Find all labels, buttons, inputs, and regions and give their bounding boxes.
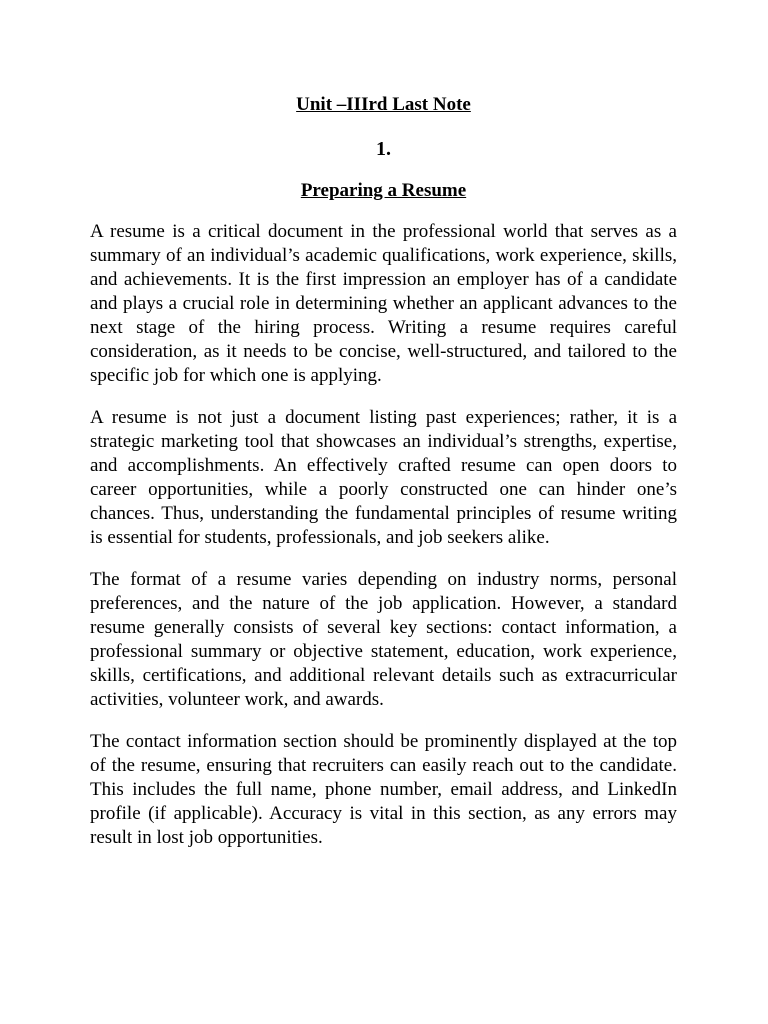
unit-title: Unit –IIIrd Last Note [296, 94, 471, 115]
section-heading: Preparing a Resume [300, 180, 467, 201]
paragraph: A resume is a critical document in the professional world that serves as a summary of an individual’s academic qualifications, work experience, skills, and achievements. It is the first impression an employer has of a candidate and plays a crucial role in determining whether an applicant advances to the next stage of the hiring process. Writing a resume requires careful consideration, as it needs to be concise, well-structured, and tailored to the specific job for which one is applying. [90, 221, 677, 386]
document-page [90, 92, 677, 868]
paragraph: The contact information section should be prominently displayed at the top of the resume, ensuring that recruiters can easily reach out to the candidate. This includes the full name, phone number, email address, and LinkedIn profile (if applicable). Accuracy is vital in this section, as any errors may result in lost job opportunities. [90, 731, 677, 848]
paragraph: The format of a resume varies depending on industry norms, personal preferences, and the nature of the job application. However, a standard resume generally consists of several key sections: contact information, a professional summary or objective statement, education, work experience, skills, certifications, and additional relevant details such as extracurricular activities, volunteer work, and awards. [90, 569, 677, 710]
paragraph: A resume is not just a document listing past experiences; rather, it is a strategic marketing tool that showcases an individual’s strengths, expertise, and accomplishments. An effectively crafted resume can open doors to career opportunities, while a poorly constructed one can hinder one’s chances. Thus, understanding the fundamental principles of resume writing is essential for students, professionals, and job seekers alike. [90, 407, 677, 548]
section-number: 1. [376, 138, 391, 160]
